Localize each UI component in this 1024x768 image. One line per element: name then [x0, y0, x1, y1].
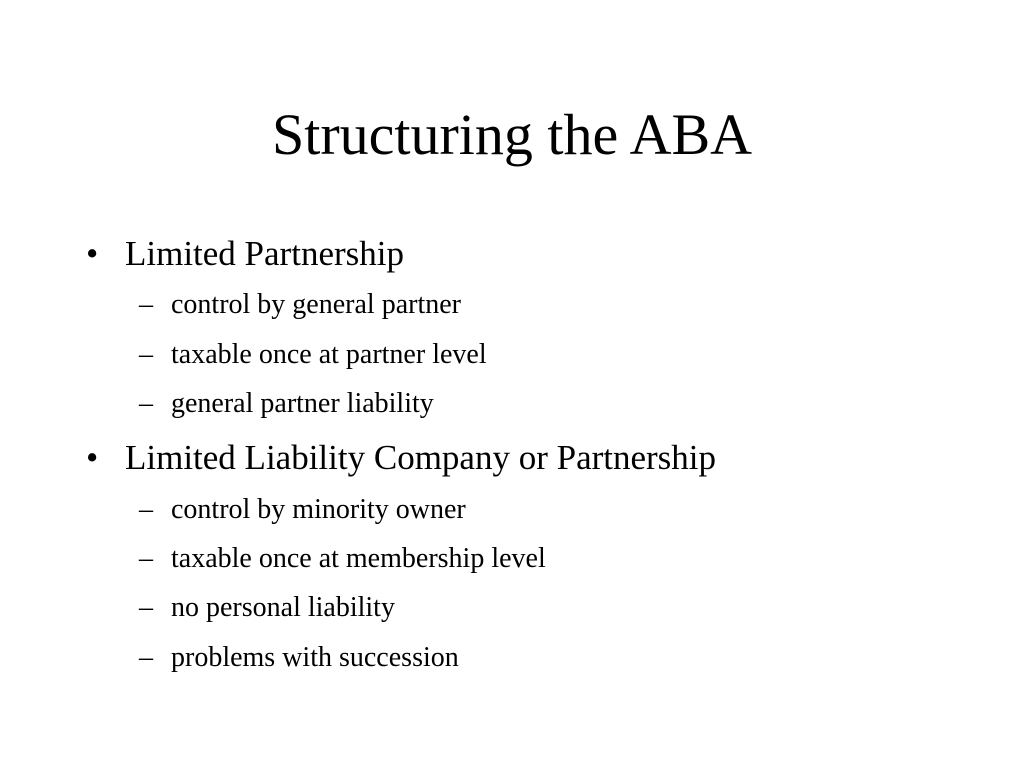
bullet-text: Limited Partnership: [125, 234, 404, 273]
sub-bullet-marker: –: [139, 592, 153, 623]
sub-bullet-item: [0, 339, 1000, 371]
sub-bullet-item: [0, 642, 1000, 674]
sub-bullet-text: problems with succession: [171, 642, 459, 673]
sub-bullet-text: taxable once at membership level: [171, 543, 546, 574]
sub-bullet-item: [0, 543, 1000, 575]
sub-bullet-text: control by general partner: [171, 289, 461, 320]
sub-bullet-text: no personal liability: [171, 592, 395, 623]
slide-title: Structuring the ABA: [271, 102, 753, 167]
sub-bullet-item: [0, 592, 1000, 624]
sub-bullet-marker: –: [139, 494, 153, 525]
bullet-item: [0, 234, 1000, 274]
sub-bullet-marker: –: [139, 642, 153, 673]
bullet-item: [0, 438, 1000, 478]
bullet-text: Limited Liability Company or Partnership: [125, 438, 717, 477]
sub-bullet-marker: –: [139, 339, 153, 370]
sub-bullet-item: [0, 388, 1000, 420]
sub-bullet-marker: –: [139, 388, 153, 419]
sub-bullet-item: [0, 494, 1000, 526]
bullet-marker: •: [86, 438, 99, 477]
sub-bullet-marker: –: [139, 289, 153, 320]
sub-bullet-marker: –: [139, 543, 153, 574]
bullet-marker: •: [86, 234, 99, 273]
sub-bullet-text: taxable once at partner level: [171, 339, 487, 370]
sub-bullet-item: [0, 289, 1000, 321]
sub-bullet-text: general partner liability: [171, 388, 434, 419]
sub-bullet-text: control by minority owner: [171, 494, 466, 525]
